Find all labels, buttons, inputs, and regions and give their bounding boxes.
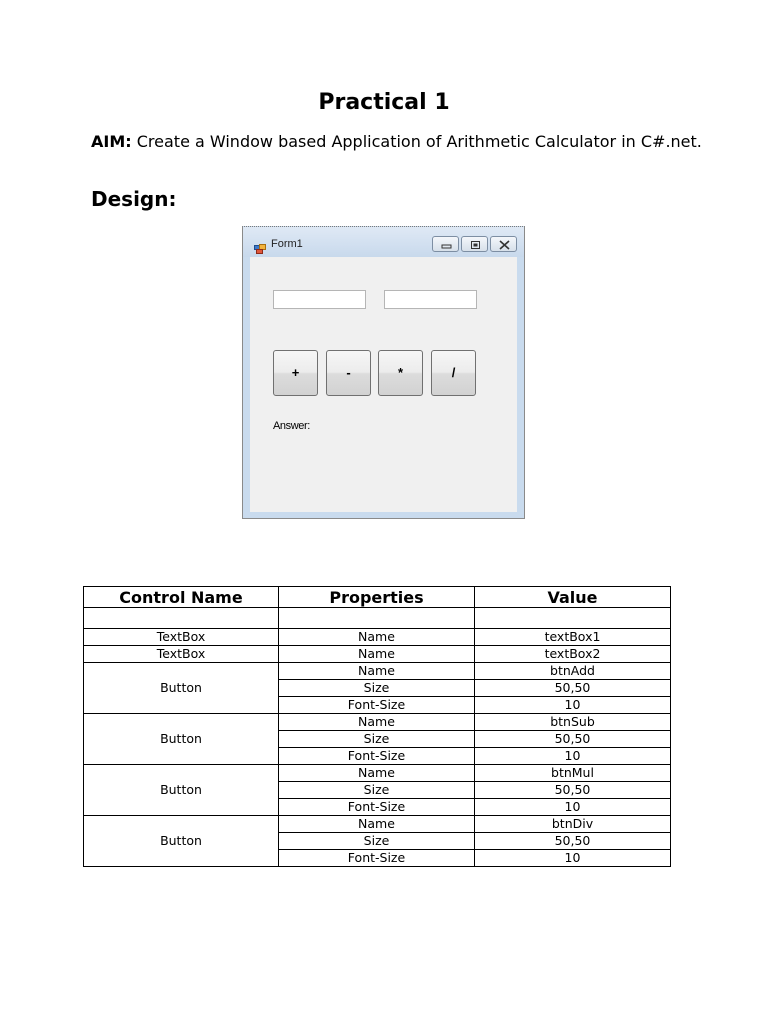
page-title: Practical 1	[318, 90, 450, 115]
cell-property: Font-Size	[279, 697, 475, 714]
cell-value: 50,50	[475, 782, 671, 799]
maximize-button[interactable]	[461, 236, 488, 252]
form-app-icon	[254, 239, 266, 249]
cell-value: btnAdd	[475, 663, 671, 680]
cell-property: Size	[279, 680, 475, 697]
properties-table	[83, 586, 671, 867]
minimize-button[interactable]	[432, 236, 459, 252]
cell-value: 50,50	[475, 833, 671, 850]
cell-control: Button	[84, 765, 279, 816]
divide-button[interactable]: /	[431, 350, 476, 396]
cell-value: 50,50	[475, 731, 671, 748]
table-row	[84, 765, 671, 782]
table-row	[84, 629, 671, 646]
multiply-button[interactable]: *	[378, 350, 423, 396]
aim-label: AIM:	[91, 132, 132, 151]
cell-property: Font-Size	[279, 850, 475, 867]
table-row	[84, 714, 671, 731]
cell-value: textBox1	[475, 629, 671, 646]
table-header-row	[84, 587, 671, 608]
form-window	[242, 226, 525, 519]
cell-control: TextBox	[84, 629, 279, 646]
window-title: Form1	[271, 238, 303, 250]
add-button[interactable]: +	[273, 350, 318, 396]
window-client-area	[250, 257, 517, 512]
table-row-empty	[84, 608, 671, 629]
cell-value: 10	[475, 748, 671, 765]
cell-property: Size	[279, 833, 475, 850]
table-row	[84, 816, 671, 833]
cell-value: btnSub	[475, 714, 671, 731]
cell-property: Font-Size	[279, 799, 475, 816]
header-properties: Properties	[279, 587, 475, 608]
textbox2[interactable]	[384, 290, 477, 309]
design-heading: Design:	[91, 187, 177, 211]
minimize-icon	[433, 237, 460, 253]
cell-property: Name	[279, 629, 475, 646]
cell-control: TextBox	[84, 646, 279, 663]
cell-control: Button	[84, 714, 279, 765]
maximize-icon	[462, 237, 489, 253]
cell-value: textBox2	[475, 646, 671, 663]
close-button[interactable]	[490, 236, 517, 252]
answer-label: Answer:	[273, 420, 310, 432]
subtract-button[interactable]: -	[326, 350, 371, 396]
window-titlebar[interactable]	[243, 227, 524, 257]
cell-property: Size	[279, 782, 475, 799]
textbox1[interactable]	[273, 290, 366, 309]
close-icon	[491, 237, 518, 253]
cell-value: btnDiv	[475, 816, 671, 833]
cell-property: Name	[279, 714, 475, 731]
aim-text: Create a Window based Application of Arithmetic Calculator in C#.net.	[136, 132, 702, 151]
cell-value: 50,50	[475, 680, 671, 697]
cell-property: Name	[279, 663, 475, 680]
cell-value: 10	[475, 697, 671, 714]
cell-control: Button	[84, 663, 279, 714]
cell-value: btnMul	[475, 765, 671, 782]
cell-property: Size	[279, 731, 475, 748]
cell-property: Name	[279, 646, 475, 663]
header-control-name: Control Name	[84, 587, 279, 608]
cell-value: 10	[475, 850, 671, 867]
cell-value: 10	[475, 799, 671, 816]
table-row	[84, 663, 671, 680]
cell-property: Font-Size	[279, 748, 475, 765]
cell-property: Name	[279, 816, 475, 833]
header-value: Value	[475, 587, 671, 608]
aim-paragraph	[91, 131, 723, 153]
cell-property: Name	[279, 765, 475, 782]
table-row	[84, 646, 671, 663]
cell-control: Button	[84, 816, 279, 867]
